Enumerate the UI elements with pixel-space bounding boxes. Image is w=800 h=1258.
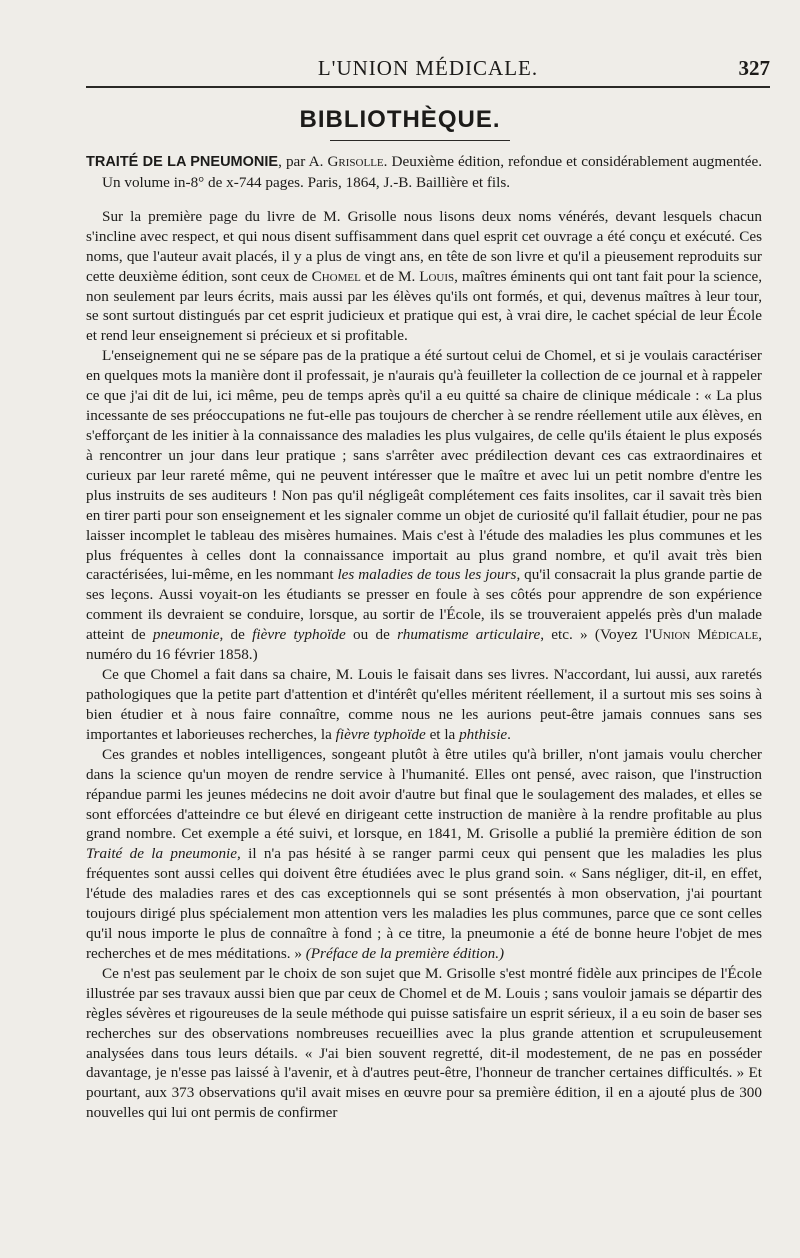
section-title: BIBLIOTHÈQUE.	[299, 106, 501, 133]
page-number: 327	[738, 56, 770, 80]
paragraph-5: Ce n'est pas seulement par le choix de son sujet que M. Grisolle s'est montré fidèle aux principes de l'École illustrée par ses travaux aussi bien que par ceux de Chomel et de M. Louis ; sans vouloir jamais se départir des règles sévères et rigoureuses de la seule méthode qui puisse satisfaire un esprit sérieux, il a eu soin de baser ses recherches sur des observations nombreuses recueillies avec la plus grande attention et scrupuleusement analysées dans tous leurs détails. « J'ai bien souvent regretté, dit-il modestement, de ne pas en posséder davantage, je n'esse pas laissé à l'avenir, et à d'autres peut-être, l'honneur de trancher certaines difficultés. » Et pourtant, aux 373 observations qu'il avait mises en œuvre pour sa première édition, il en a ajouté plus de 300 nouvelles qui lui ont permis de confirmer	[86, 964, 762, 1122]
book-details: . Deuxième édition, refondue et considérablement augmentée. Un volume in-8° de x-744 pages. Paris, 1864, J.-B. Baillière et fils.	[102, 153, 762, 191]
running-header	[86, 52, 770, 88]
paragraph-1: Sur la première page du livre de M. Grisolle nous lisons deux noms vénérés, devant lesquels chacun s'incline avec respect, et qui nous disent suffisamment dans quel esprit cet ouvrage a été conçu et exécuté. Ces noms, que l'auteur avait placés, il y a plus de vingt ans, en tête de son livre et qu'il a pieusement reproduits sur cette deuxième édition, sont ceux de Chomel et de M. Louis, maîtres éminents qui ont tant fait pour la science, non seulement par leurs écrits, mais aussi par les élèves qu'ils ont formés, et qui, devenus maîtres à leur tour, se sont surtout distingués par cet esprit judicieux et pratique qui est, à vrai dire, le cachet spécial de leur École et rend leur enseignement si précieux et si profitable.	[86, 207, 762, 345]
author-name: Grisolle	[327, 153, 384, 170]
paragraph-4: Ces grandes et nobles intelligences, songeant plutôt à être utiles qu'à briller, n'ont jamais voulu chercher dans la science qu'un moyen de rendre service à l'humanité. Elles ont pensé, avec raison, que l'instruction répandue parmi les jeunes médecins ne doit avoir d'autre but final que le soulagement des malades, et elles se sont efforcées d'atteindre ce but élevé en dirigeant cette instruction de manière à la rendre profitable au plus grand nombre. Cet exemple a été suivi, et lorsque, en 1841, M. Grisolle a publié la première édition de son Traité de la pneumonie, il n'a pas hésité à se ranger parmi ceux qui pensent que les maladies les plus fréquentes sont aussi celles qui doivent être étudiées avec le plus grand soin. « Sans négliger, dit-il, en effet, l'étude des maladies rares et des cas exceptionnels qui se sont présentés à mon observation, j'ai pourtant toujours dirigé plus spécialement mon attention vers les maladies les plus communes, parce que ce sont celles qu'il nous importe le plus de connaître à fond ; à ce titre, la pneumonie a été de bonne heure l'objet de mes recherches et de mes méditations. » (Préface de la première édition.)	[86, 745, 762, 962]
paragraph-2: L'enseignement qui ne se sépare pas de la pratique a été surtout celui de Chomel, et si je voulais caractériser en quelques mots la manière dont il professait, je n'aurais qu'à feuilleter la collection de ce journal et à rappeler ce que j'ai dit de lui, ici même, peu de temps après qu'il a eu quitté sa chaire de clinique médicale : « La plus incessante de ses préoccupations ne fut-elle pas toujours de chercher à se rendre réellement utile aux élèves, en s'efforçant de les initier à la connaissance des maladies les plus vulgaires, de celle qu'ils étaient le plus exposés à rencontrer un jour dans leur pratique ; sans s'arrêter avec prédilection devant ces cas extraordinaires et curieux par leur rareté même, qui ne peuvent intéresser que le maître et avec lui un petit nombre d'entre les plus instruits de ses auditeurs ! Non pas qu'il négligeât complétement ces faits insolites, car il savait très bien en tirer parti pour son enseignement et les signaler comme un objet de curiosité qu'il fallait étudier, pour ne pas laisser incomplet le tableau des misères humaines. Mais c'est à l'étude des maladies les plus communes et les plus fréquentes à celles dont la connaissance importait au plus grand nombre, et qu'il avait très bien caractérisées, lui-même, en les nommant les maladies de tous les jours, qu'il consacrait la plus grande partie de ses leçons. Aussi voyait-on les étudiants se presser en foule à ses côtés pour apprendre de son expérience comment ils devraient se conduire, lorsque, au sortir de l'École, ils se trouveraient appelés près d'un malade atteint de pneumonie, de fièvre typhoïde ou de rhumatisme articulaire, etc. » (Voyez l'Union Médicale, numéro du 16 février 1858.)	[86, 347, 762, 664]
book-title: TRAITÉ DE LA PNEUMONIE	[86, 154, 279, 170]
bibliographic-entry: TRAITÉ DE LA PNEUMONIE, par A. Grisolle. Deuxième édition, refondue et considérablement augmentée. Un volume in-8° de x-744 pages. Paris, 1864, J.-B. Baillière et fils.	[86, 153, 762, 191]
paragraph-3: Ce que Chomel a fait dans sa chaire, M. Louis le faisait dans ses livres. N'accordant, lui aussi, aux raretés pathologiques que la petite part d'attention et d'intérêt qu'elles méritent réellement, il a surtout mis ses soins à bien étudier et à nous faire connaître, comme nous ne les aurions peut-être jamais connues sans ses importantes et laborieuses recherches, la fièvre typhoïde et la phthisie.	[86, 666, 762, 743]
section-divider	[330, 140, 510, 141]
journal-title: L'UNION MÉDICALE.	[317, 56, 539, 80]
article-body	[86, 152, 762, 1123]
